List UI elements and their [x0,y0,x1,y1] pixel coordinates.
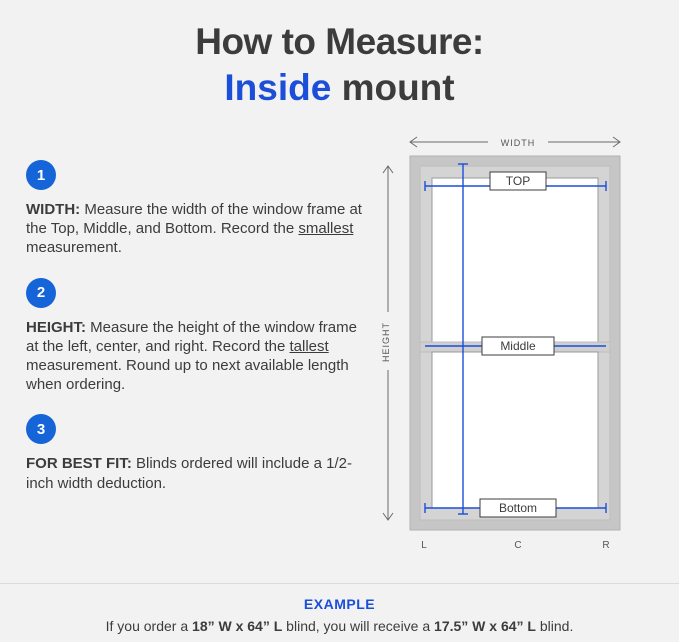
step-body-1b: measurement. [26,239,122,257]
step-body-3a: Blinds ordered will include a 1/2-inch width deduction. [26,455,352,492]
window-lower-pane [432,352,598,508]
center-marker: C [514,540,522,551]
step-item-1 [26,160,371,258]
step-body-2a: Measure the height of the window frame at the left, center, and right. Record the [26,318,357,355]
footer-divider [0,583,679,584]
step-text-2 [26,318,371,395]
page-title [0,0,679,109]
example-title: EXAMPLE [303,596,376,612]
step-item-2 [26,278,371,395]
content-area [0,140,679,570]
example-received-size: 17.5” W x 64” L [434,618,536,634]
step-label-1: WIDTH: [26,201,81,218]
example-text-a: If you order a [105,618,193,634]
steps-list [26,160,371,513]
bottom-label: Bottom [498,501,538,515]
width-label: WIDTH [500,138,536,148]
title-emphasis: Inside [224,66,332,108]
example-order-size: 18” W x 64” L [192,618,283,634]
example-text-b: blind, you will receive a [282,618,435,634]
step-body-1a: Measure the width of the window frame at the Top, Middle, and Bottom. Record the [26,201,362,238]
window-diagram [378,130,653,560]
step-badge-2: 2 [26,278,56,308]
step-underline-1: smallest [298,220,354,238]
step-label-2: HEIGHT: [26,318,86,336]
example-text-c: blind. [535,618,574,634]
right-marker: R [602,540,610,551]
example-text [0,618,679,634]
step-text-3 [26,454,371,492]
step-badge-3: 3 [26,414,56,444]
title-line-1: How to Measure: [195,21,484,62]
title-line-2 [0,67,679,110]
middle-label: Middle [500,339,536,353]
step-label-3: FOR BEST FIT: [26,455,132,473]
window-upper-pane [432,178,598,342]
title-rest: mount [331,66,455,108]
step-item-3 [26,414,371,492]
top-label: TOP [505,174,531,188]
example-footer [0,596,679,634]
height-label: HEIGHT [381,321,391,363]
step-badge-1: 1 [26,160,56,190]
step-text-1 [26,200,371,258]
left-marker: L [421,540,427,551]
step-body-2b: measurement. Round up to next available length when ordering. [26,356,349,394]
step-underline-2: tallest [289,337,329,355]
